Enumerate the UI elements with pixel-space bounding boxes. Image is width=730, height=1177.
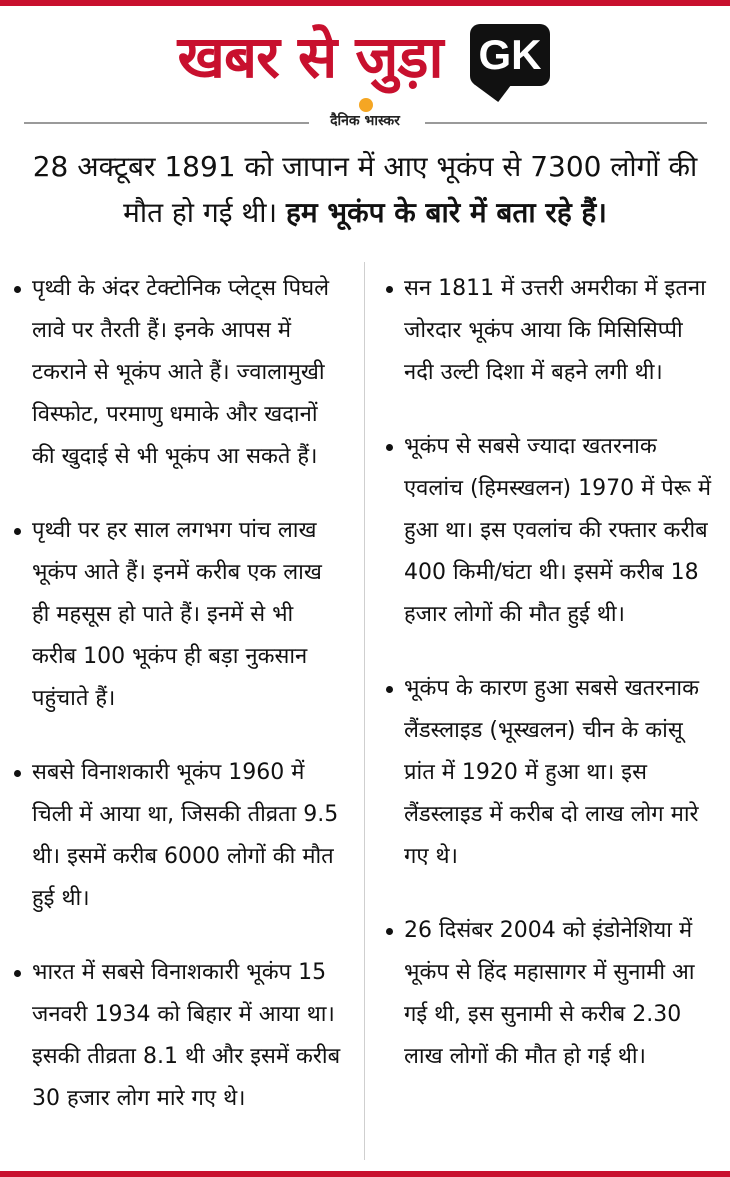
bullet-icon <box>386 686 393 693</box>
brand-sun-icon <box>359 98 373 112</box>
column-divider <box>364 262 365 1160</box>
intro-paragraph <box>20 144 710 236</box>
fact-text: 26 दिसंबर 2004 को इंडोनेशिया में भूकंप से हिंद महासागर में सुनामी आ गई थी, इस सुनामी से करीब 2.30 लाख लोगों की मौत हो गई थी। <box>404 918 695 1069</box>
top-accent-bar <box>0 0 730 6</box>
left-column <box>12 268 342 1152</box>
intro-bold-text: हम भूकंप के बारे में बता रहे हैं। <box>286 196 607 229</box>
fact-text: सन 1811 में उत्तरी अमरीका में इतना जोरदार भूकंप आया कि मिसिसिप्पी नदी उल्टी दिशा में बहने लगी थी। <box>404 276 706 385</box>
fact-text: सबसे विनाशकारी भूकंप 1960 में चिली में आया था, जिसकी तीव्रता 9.5 थी। इसमें करीब 6000 लोगों की मौत हुई थी। <box>32 760 339 911</box>
bullet-icon <box>386 286 393 293</box>
fact-text: भूकंप से सबसे ज्यादा खतरनाक एवलांच (हिमस्खलन) 1970 में पेरू में हुआ था। इस एवलांच की रफ्तार करीब 400 किमी/घंटा थी। इसमें करीब 18 हजार लोगों की मौत हुई थी। <box>404 434 712 627</box>
header-rule-right <box>425 122 707 124</box>
bullet-icon <box>14 286 21 293</box>
fact-text: भूकंप के कारण हुआ सबसे खतरनाक लैंडस्लाइड (भूस्खलन) चीन के कांसू प्रांत में 1920 में हुआ था। इस लैंडस्लाइड में करीब दो लाख लोग मारे गए थे। <box>404 676 700 869</box>
bullet-icon <box>14 528 21 535</box>
fact-item <box>12 510 342 720</box>
brand-logo: दैनिक भास्कर <box>330 113 400 129</box>
bottom-accent-bar <box>0 1171 730 1177</box>
fact-text: भारत में सबसे विनाशकारी भूकंप 15 जनवरी 1934 को बिहार में आया था। इसकी तीव्रता 8.1 थी और इसमें करीब 30 हजार लोग मारे गए थे। <box>32 960 341 1111</box>
gk-badge-label: GK <box>478 31 542 78</box>
headline: खबर से जुड़ा <box>177 23 443 91</box>
speech-bubble-tail-icon <box>474 84 520 102</box>
fact-item <box>384 910 714 1078</box>
fact-item <box>384 268 714 394</box>
fact-item <box>12 752 342 920</box>
bullet-icon <box>14 770 21 777</box>
fact-item <box>12 952 342 1120</box>
fact-text: पृथ्वी के अंदर टेक्टोनिक प्लेट्स पिघले लावे पर तैरती हैं। इनके आपस में टकराने से भूकंप आते हैं। ज्वालामुखी विस्फोट, परमाणु धमाके और खदानों की खुदाई से भी भूकंप आ सकते हैं। <box>32 276 330 469</box>
fact-text: पृथ्वी पर हर साल लगभग पांच लाख भूकंप आते हैं। इनमें करीब एक लाख ही महसूस हो पाते हैं। इनमें से भी करीब 100 भूकंप ही बड़ा नुकसान पहुंचाते हैं। <box>32 518 322 711</box>
fact-item <box>384 426 714 636</box>
right-column <box>384 268 714 1110</box>
intro-text: 28 अक्टूबर 1891 को जापान में आए भूकंप से 7300 लोगों की मौत हो गई थी। <box>32 150 698 229</box>
fact-item <box>384 668 714 878</box>
bullet-icon <box>14 970 21 977</box>
gk-badge <box>470 24 550 86</box>
header-rule-left <box>24 122 309 124</box>
bullet-icon <box>386 928 393 935</box>
fact-item <box>12 268 342 478</box>
bullet-icon <box>386 444 393 451</box>
